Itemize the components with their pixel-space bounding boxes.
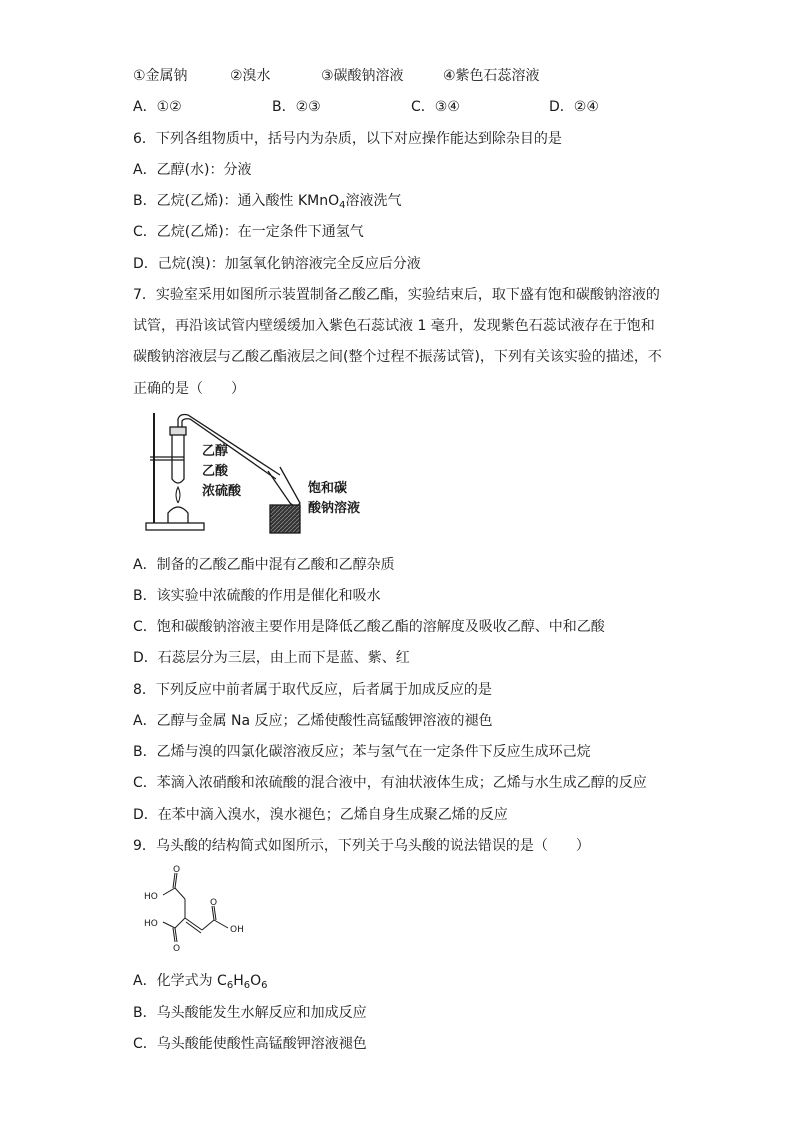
q9-a-h: H	[233, 973, 244, 989]
q7-option-b[interactable]: B．该实验中浓硫酸的作用是催化和吸水	[133, 588, 381, 604]
q8-stem: 8．下列反应中前者属于取代反应，后者属于加成反应的是	[133, 682, 492, 698]
stand-base	[146, 523, 204, 530]
q9-aconitic-acid-structure	[130, 862, 260, 952]
label-ethanol: 乙醇	[202, 444, 229, 459]
lamp-flame	[176, 487, 180, 503]
q7-option-d[interactable]: D．石蕊层分为三层，由上而下是蓝、紫、红	[133, 650, 410, 666]
q6-option-d[interactable]: D．己烷(溴)：加氢氧化钠溶液完全反应后分液	[133, 256, 421, 272]
label-sulfuric-acid: 浓硫酸	[202, 484, 242, 499]
q5-choice-1: ①金属钠	[133, 68, 188, 84]
q5-choice-3: ③碳酸钠溶液	[321, 68, 404, 84]
label-sodium-carbonate-2: 酸钠溶液	[308, 501, 361, 516]
wooden-block	[270, 505, 300, 533]
q5-choice-2: ②溴水	[230, 68, 271, 84]
q9-option-c[interactable]: C．乌头酸能使酸性高锰酸钾溶液褪色	[133, 1036, 367, 1052]
q6-b-subscript: 4	[339, 200, 346, 211]
q9-option-a[interactable]	[133, 972, 268, 990]
q9-stem: 9．乌头酸的结构简式如图所示，下列关于乌头酸的说法错误的是（ ）	[133, 838, 590, 854]
q9-a-sub-h: 6	[243, 980, 251, 991]
q5-option-a[interactable]: A．①②	[133, 99, 182, 115]
receiving-tube	[268, 467, 300, 506]
q7-stem-line-3: 碳酸钠溶液层与乙酸乙酯液层之间(整个过程不振荡试管)，下列有关该实验的描述，不	[133, 349, 662, 365]
q8-option-b[interactable]: B．乙烯与溴的四氯化碳溶液反应；苯与氢气在一定条件下反应生成环己烷	[133, 744, 591, 760]
q6-option-b[interactable]	[133, 192, 402, 210]
q5-option-c[interactable]: C．③④	[411, 99, 460, 115]
alcohol-lamp	[168, 507, 188, 523]
structure-ho-top: HO	[144, 892, 158, 902]
q9-a-o: O	[250, 973, 262, 989]
q5-option-b[interactable]: B．②③	[272, 99, 321, 115]
structure-oh-right: OH	[230, 925, 244, 935]
q6-option-c[interactable]: C．乙烷(乙烯)：在一定条件下通氢气	[133, 224, 364, 240]
label-acetic-acid: 乙酸	[202, 464, 229, 479]
q6-b-text-end: 溶液洗气	[345, 193, 402, 209]
q7-stem-line-1: 7．实验室采用如图所示装置制备乙酸乙酯，实验结束后，取下盛有饱和碳酸钠溶液的	[133, 287, 660, 303]
q7-option-c[interactable]: C．饱和碳酸钠溶液主要作用是降低乙酸乙酯的溶解度及吸收乙醇、中和乙酸	[133, 619, 605, 635]
q9-a-sub-o: 6	[261, 980, 268, 991]
q5-choice-4: ④紫色石蕊溶液	[443, 68, 540, 84]
q7-option-a[interactable]: A．制备的乙酸乙酯中混有乙酸和乙醇杂质	[133, 557, 395, 573]
delivery-tube-inner	[182, 419, 276, 479]
q7-stem-line-2: 试管，再沿该试管内壁缓缓加入紫色石蕊试液 1 毫升，发现紫色石蕊试液存在于饱和	[133, 318, 655, 334]
q6-stem: 6．下列各组物质中，括号内为杂质，以下对应操作能达到除杂目的是	[133, 131, 562, 147]
q9-a-sub-c: 6	[226, 980, 234, 991]
q7-stem-line-4: 正确的是（ ）	[133, 381, 245, 397]
stopper	[170, 427, 186, 435]
q8-option-d[interactable]: D．在苯中滴入溴水，溴水褪色；乙烯自身生成聚乙烯的反应	[133, 807, 508, 823]
structure-o-bottom: O	[173, 944, 181, 952]
q9-a-text: A．化学式为 C	[133, 973, 227, 989]
structure-o-right: O	[210, 898, 218, 908]
label-sodium-carbonate-1: 饱和碳	[308, 481, 348, 496]
q6-option-a[interactable]: A．乙醇(水)：分液	[133, 162, 252, 178]
q5-option-d[interactable]: D．②④	[549, 99, 599, 115]
q7-apparatus-figure	[140, 405, 380, 540]
delivery-tube	[178, 415, 280, 476]
structure-ho-left: HO	[144, 919, 158, 929]
q9-option-b[interactable]: B．乌头酸能发生水解反应和加成反应	[133, 1005, 367, 1021]
q8-option-a[interactable]: A．乙醇与金属 Na 反应；乙烯使酸性高锰酸钾溶液的褪色	[133, 713, 493, 729]
q6-b-text: B．乙烷(乙烯)：通入酸性 KMnO	[133, 193, 340, 209]
structure-o-top: O	[173, 865, 181, 875]
q8-option-c[interactable]: C．苯滴入浓硝酸和浓硫酸的混合液中，有油状液体生成；乙烯与水生成乙醇的反应	[133, 775, 647, 791]
